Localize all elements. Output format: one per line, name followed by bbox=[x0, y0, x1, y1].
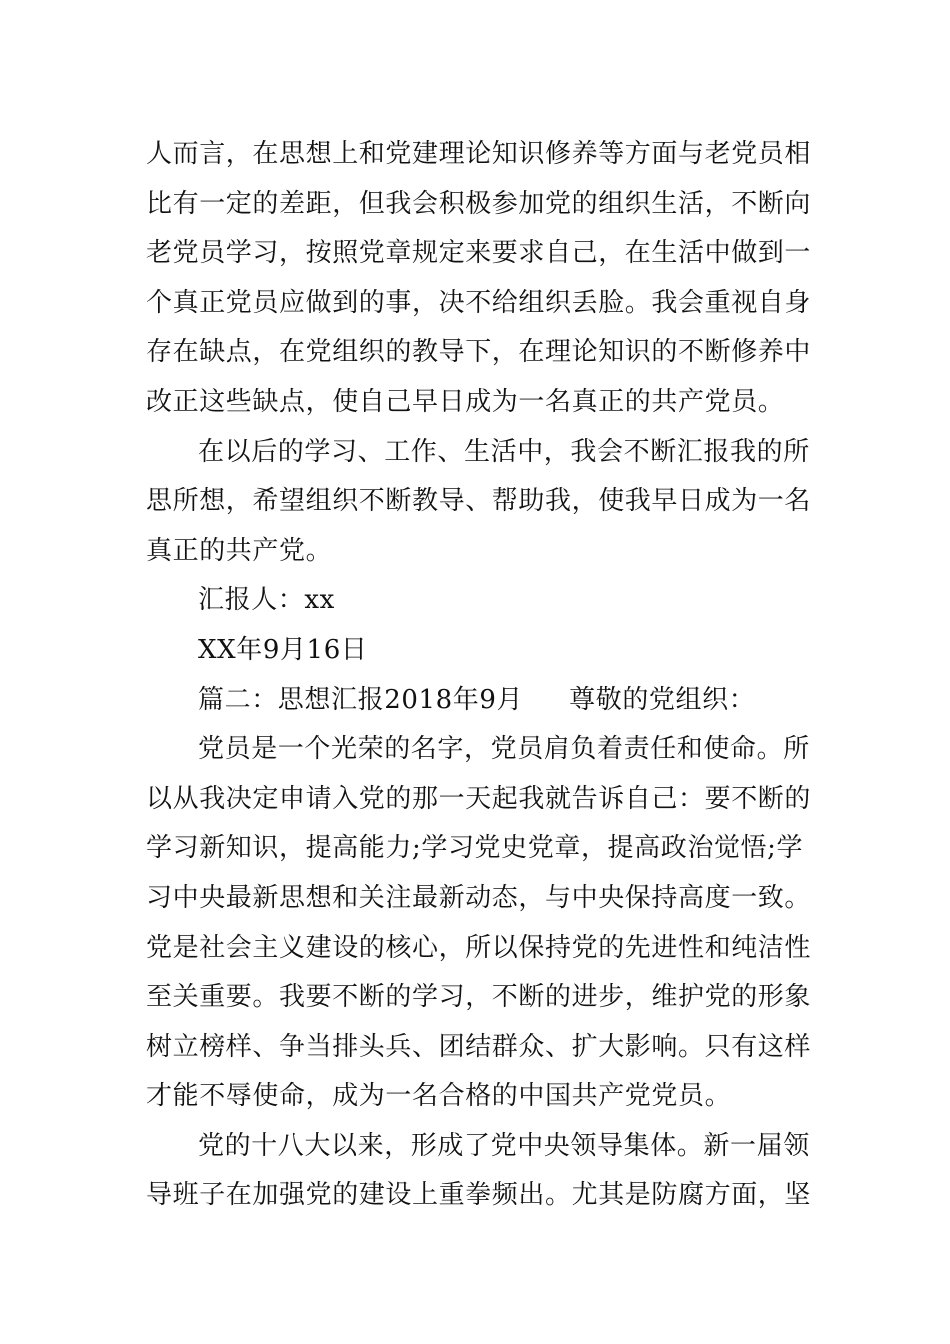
document-body bbox=[146, 130, 812, 1221]
paragraph-4 bbox=[146, 1122, 812, 1221]
salutation: 尊敬的党组织： bbox=[569, 684, 756, 715]
section-heading-line bbox=[146, 676, 808, 726]
text-line: 思所想，希望组织不断教导、帮助我，使我早日成为一名 bbox=[146, 486, 812, 517]
text-line: 存在缺点，在党组织的教导下，在理论知识的不断修养中 bbox=[146, 337, 812, 368]
text-line: 以从我决定申请入党的那一天起我就告诉自己：要不断的 bbox=[146, 783, 812, 814]
text-line: 导班子在加强党的建设上重拳频出。尤其是防腐方面，坚 bbox=[146, 1180, 812, 1211]
section-heading-row bbox=[146, 676, 808, 726]
text-line: 才能不辱使命，成为一名合格的中国共产党党员。 bbox=[146, 1081, 732, 1112]
section-heading: 篇二：思想汇报2018年9月 bbox=[198, 684, 524, 715]
text-line: 在以后的学习、工作、生活中，我会不断汇报我的所 bbox=[198, 436, 810, 467]
date-text: XX年9月16日 bbox=[198, 634, 368, 665]
text-line: 人而言，在思想上和党建理论知识修养等方面与老党员相 bbox=[146, 139, 812, 169]
text-line: 比有一定的差距，但我会积极参加党的组织生活，不断向 bbox=[146, 188, 812, 219]
text-line: 党的十八大以来，形成了党中央领导集体。新一届领 bbox=[198, 1130, 810, 1161]
text-line: 真正的共产党。 bbox=[146, 535, 333, 566]
paragraph-1 bbox=[146, 130, 812, 428]
text-line: 老党员学习，按照党章规定来要求自己，在生活中做到一 bbox=[146, 238, 812, 269]
text-line: 个真正党员应做到的事，决不给组织丢脸。我会重视自身 bbox=[146, 287, 812, 318]
text-line: 树立榜样、争当排头兵、团结群众、扩大影响。只有这样 bbox=[146, 1031, 812, 1062]
reporter-text: 汇报人：xx bbox=[198, 585, 335, 616]
text-line: 习中央最新思想和关注最新动态，与中央保持高度一致。 bbox=[146, 882, 812, 913]
text-line: 至关重要。我要不断的学习，不断的进步，维护党的形象 bbox=[146, 982, 812, 1013]
text-line: 党是社会主义建设的核心，所以保持党的先进性和纯洁性 bbox=[146, 932, 812, 963]
paragraph-3 bbox=[146, 725, 812, 1122]
text-line: 改正这些缺点，使自己早日成为一名真正的共产党员。 bbox=[146, 386, 785, 417]
reporter-line bbox=[146, 576, 808, 626]
text-line: 学习新知识，提高能力;学习党史党章，提高政治觉悟;学 bbox=[146, 833, 804, 864]
paragraph-2 bbox=[146, 428, 812, 577]
text-line: 党员是一个光荣的名字，党员肩负着责任和使命。所 bbox=[198, 734, 810, 765]
date-line bbox=[146, 626, 808, 676]
